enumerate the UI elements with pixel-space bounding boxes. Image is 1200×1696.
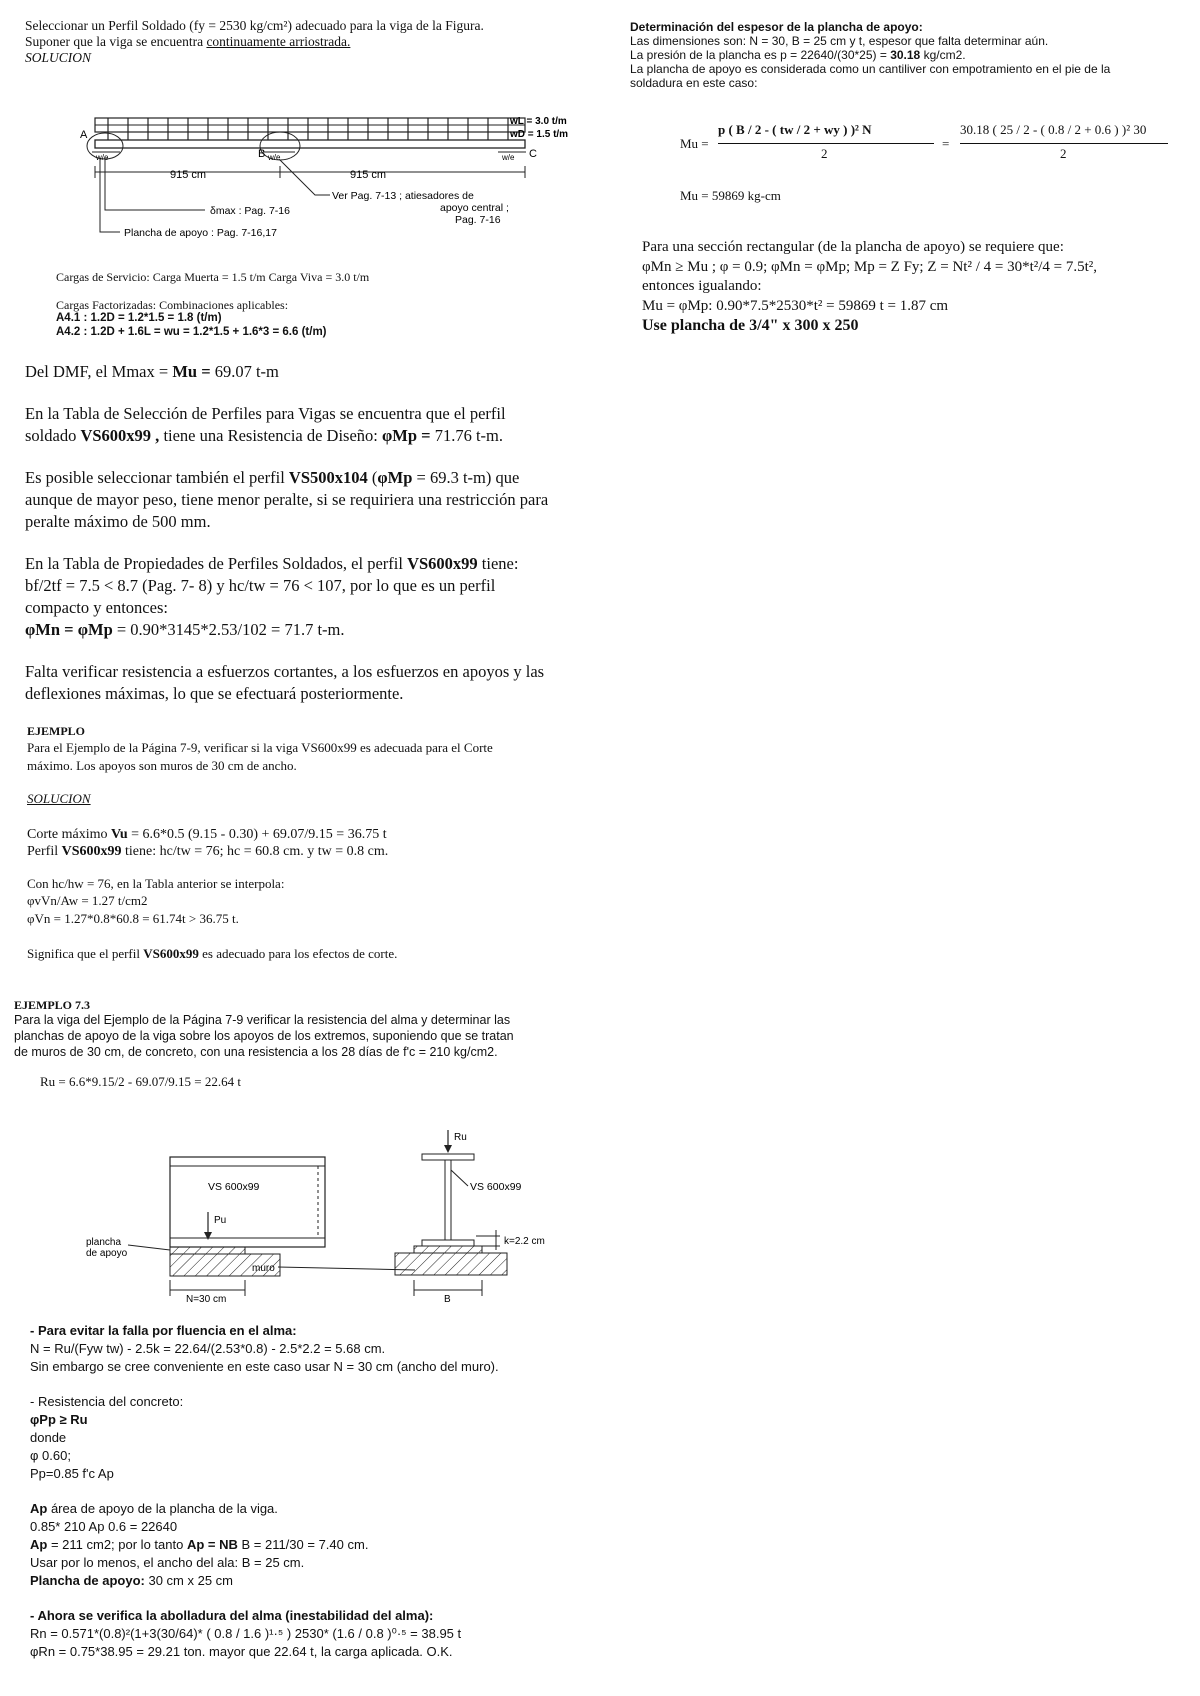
right-line2	[630, 48, 1190, 62]
support-a-apoyo: w/e	[96, 153, 109, 162]
plancha-leader	[128, 1245, 170, 1250]
fluencia-line2: Sin embargo se cree conveniente en este caso usar N = 30 cm (ancho del muro).	[30, 1358, 499, 1374]
right-line2-c: kg/cm2.	[920, 48, 966, 62]
prop-line3: compacto y entonces:	[25, 598, 168, 617]
significa-c: es adecuado para los efectos de corte.	[198, 946, 398, 961]
significa-b: VS600x99	[143, 946, 199, 961]
ejemplo-line1: Para el Ejemplo de la Página 7-9, verificar si la viga VS600x99 es adecuada para el Corte	[27, 740, 493, 755]
concreto-line2: donde	[30, 1429, 67, 1445]
right-heading: Determinación del espesor de la plancha de apoyo:	[630, 20, 923, 34]
b-dim-label: B	[444, 1294, 451, 1305]
right-line1: Las dimensiones son: N = 30, B = 25 cm y t, espesor que falta determinar aún.	[630, 34, 1049, 48]
significa-a: Significa que el perfil	[27, 946, 144, 961]
falta-line2: deflexiones máximas, lo que se efectuará posteriormente.	[25, 684, 404, 703]
loads-a41: A4.1 : 1.2D = 1.2*1.5 = 1.8 (t/m)	[56, 312, 222, 324]
right-line3: La plancha de apoyo es considerada como un cantiliver con empotramiento en el pie de la	[630, 62, 1111, 76]
prop-a3: tiene:	[477, 554, 519, 573]
rect-line4: Mu = φMp: 0.90*7.5*2530*t² = 59869 t = 1.87 cm	[642, 297, 949, 314]
right-line2-b: 30.18	[890, 48, 921, 62]
elev-plate	[170, 1247, 245, 1254]
prop-a1: En la Tabla de Propiedades de Perfiles Soldados, el perfil	[25, 554, 408, 573]
wd-label: wD = 1.5 t/m	[510, 129, 569, 140]
abolladura-line2: φRn = 0.75*38.95 = 29.21 ton. mayor que 22.64 t, la carga aplicada. O.K.	[30, 1643, 453, 1659]
sec-label-leader	[451, 1170, 468, 1186]
muro-label: muro	[252, 1263, 275, 1274]
n-dim-label: N=30 cm	[186, 1294, 227, 1305]
ejemplo73-line3: de muros de 30 cm, de concreto, con una resistencia a los 28 días de f'c = 210 kg/cm2.	[14, 1045, 498, 1059]
ejemplo73-ru: Ru = 6.6*9.15/2 - 69.07/9.15 = 22.64 t	[40, 1074, 241, 1089]
de-apoyo-label: de apoyo	[86, 1248, 128, 1259]
loads-servicio: Cargas de Servicio: Carga Muerta = 1.5 t/m Carga Viva = 3.0 t/m	[56, 270, 370, 284]
elev-pu-head	[204, 1232, 212, 1240]
ap-c: = 211 cm2; por lo tanto	[47, 1536, 187, 1552]
right-line4: soldadura en este caso:	[630, 76, 758, 90]
posible-a5: = 69.3 t-m) que	[412, 468, 520, 487]
perfil-b: VS600x99	[61, 844, 122, 859]
plancha-apoyo-value: 30 cm x 25 cm	[144, 1572, 234, 1588]
plancha-apoyo-label: Plancha de apoyo:	[30, 1572, 145, 1588]
concreto-line5	[30, 1500, 610, 1518]
ap-b: Ap	[30, 1536, 48, 1552]
ejemplo-phivn-aw: φvVn/Aw = 1.27 t/cm2	[27, 893, 148, 908]
prop-a2: VS600x99	[407, 554, 478, 573]
posible-line2: aunque de mayor peso, tiene menor peralte, si se requiriera una restricción para	[25, 490, 549, 509]
tabla-b4: φMp =	[382, 426, 435, 445]
ejemplo-phivn: φVn = 1.27*0.8*60.8 = 61.74t > 36.75 t.	[27, 910, 239, 926]
ap-desc: área de apoyo de la plancha de la viga.	[47, 1501, 278, 1517]
sec-bot-flange	[422, 1240, 474, 1246]
prop-d1: φMn = φMp	[25, 620, 113, 639]
formula-eq: =	[942, 136, 950, 151]
k-dim-label: k=2.2 cm	[504, 1236, 545, 1247]
fluencia-line1: N = Ru/(Fyw tw) - 2.5k = 22.64/(2.53*0.8) - 2.5*2.2 = 5.68 cm.	[30, 1340, 386, 1356]
note-plancha: Plancha de apoyo : Pag. 7-16,17	[124, 227, 277, 239]
sec-ru-label: Ru	[454, 1132, 467, 1143]
falta-line1: Falta verificar resistencia a esfuerzos cortantes, a los esfuerzos en apoyos y las	[25, 662, 545, 681]
rect-line3: entonces igualando:	[642, 278, 762, 294]
tabla-b1: soldado	[25, 426, 81, 445]
perfil-c: tiene: hc/tw = 76; hc = 60.8 cm. y tw = 0.8 cm.	[121, 844, 389, 859]
sec-beam-label: VS 600x99	[470, 1181, 522, 1193]
ap-d: B = 211/30 = 7.40 cm.	[237, 1536, 369, 1552]
fluencia-heading: - Para evitar la falla por fluencia en el alma:	[30, 1323, 297, 1338]
ejemplo-solucion: SOLUCION	[27, 791, 91, 806]
loads-factorizadas: Cargas Factorizadas: Combinaciones aplicables:	[56, 298, 289, 312]
posible-a2: VS500x104	[288, 468, 368, 487]
concreto-line9	[30, 1572, 610, 1590]
span1-label: 915 cm	[170, 169, 207, 181]
support-b-label: B	[258, 148, 266, 160]
wl-label: wL = 3.0 t/m	[510, 116, 567, 127]
corte-b: Vu	[111, 826, 128, 842]
ejemplo73-line1: Para la viga del Ejemplo de la Página 7-9 verificar la resistencia del alma y determinar las	[14, 1013, 511, 1027]
formula-bar2	[960, 143, 1168, 144]
ejemplo-heading: EJEMPLO	[27, 724, 86, 738]
sec-plate	[414, 1246, 482, 1253]
formula-bar1	[718, 143, 934, 144]
note-apoyo-central: apoyo central ;	[440, 202, 509, 214]
abolladura-line1: Rn = 0.571*(0.8)²(1+3(30/64)* ( 0.8 / 1.6 )¹·⁵ ) 2530* (1.6 / 0.8 )⁰·⁵ = 38.95 t	[30, 1626, 462, 1642]
right-column	[630, 20, 1190, 90]
sec-top-flange	[422, 1154, 474, 1160]
tabla-line1: En la Tabla de Selección de Perfiles para Vigas se encuentra que el perfil	[25, 404, 506, 423]
tabla-b3: tiene una Resistencia de Diseño:	[159, 426, 382, 445]
ejemplo73-line2: planchas de apoyo de la viga sobre los apoyos de los extremos, suponiendo que se tratan	[14, 1029, 514, 1043]
posible-a3: (	[367, 468, 378, 487]
support-c-apoyo: w/e	[502, 153, 515, 162]
prop-d2: = 0.90*3145*2.53/102 = 71.7 t-m.	[112, 620, 345, 639]
sec-ru-head	[444, 1145, 452, 1153]
concreto-line6: 0.85* 210 Ap 0.6 = 22640	[30, 1519, 178, 1535]
ap-nb: Ap = NB	[186, 1536, 238, 1552]
dmf-c: 69.07 t-m	[214, 362, 279, 381]
corte-a: Corte máximo	[27, 826, 111, 842]
concreto-line3: φ 0.60;	[30, 1447, 71, 1463]
posible-a1: Es posible seleccionar también el perfil	[25, 468, 289, 487]
span2-label: 915 cm	[350, 169, 387, 181]
support-a-label: A	[80, 129, 88, 141]
sec-wall	[395, 1253, 507, 1275]
posible-line3: peralte máximo de 500 mm.	[25, 512, 211, 531]
support-c-label: C	[529, 148, 537, 160]
dmf-b: Mu =	[172, 362, 215, 381]
mu-result: Mu = 59869 kg-cm	[680, 188, 781, 203]
design-checks	[30, 1322, 610, 1661]
right-line2-a: La presión de la plancha es p = 22640/(30*25) =	[630, 48, 891, 62]
concreto-line4: Pp=0.85 f'c Ap	[30, 1465, 114, 1481]
perfil-a: Perfil	[27, 844, 62, 859]
rect-line1: Para una sección rectangular (de la plancha de apoyo) se requiere que:	[642, 239, 1064, 255]
support-b-apoyo: w/e	[268, 153, 281, 162]
intro-line2-b: continuamente arriostrada.	[206, 34, 351, 49]
rect-section-block	[642, 238, 1192, 336]
loads-a42: A4.2 : 1.2D + 1.6L = wu = 1.2*1.5 + 1.6*3 = 6.6 (t/m)	[56, 325, 327, 338]
muro-leader	[278, 1267, 415, 1270]
note-atiesadores: Ver Pag. 7-13 ; atiesadores de	[332, 190, 474, 202]
concreto-line7	[30, 1536, 610, 1554]
corte-c: = 6.6*0.5 (9.15 - 0.30) + 69.07/9.15 = 36.75 t	[127, 826, 387, 842]
dmf-a: Del DMF, el Mmax =	[25, 362, 173, 381]
concreto-line8: Usar por lo menos, el ancho del ala: B = 25 cm.	[30, 1554, 305, 1570]
note-deflexion: δmax : Pag. 7-16	[210, 205, 290, 217]
formula-num1: p ( B / 2 - ( tw / 2 + wy ) )² N	[718, 122, 872, 137]
elev-beam-label: VS 600x99	[208, 1181, 260, 1193]
tabla-b2: VS600x99 ,	[80, 426, 160, 445]
formula-den1: 2	[821, 146, 828, 161]
plate-diagram	[0, 0, 600, 1310]
intro-line1: Seleccionar un Perfil Soldado (fy = 2530 kg/cm²) adecuado para la viga de la Figura.	[25, 18, 484, 33]
prop-line2: bf/2tf = 7.5 < 8.7 (Pag. 7- 8) y hc/tw = 76 < 107, por lo que es un perfil	[25, 576, 496, 595]
mu-formula	[680, 122, 1180, 170]
formula-den2: 2	[1060, 146, 1067, 161]
tabla-b5: 71.76 t-m.	[434, 426, 503, 445]
concreto-line1: φPp ≥ Ru	[30, 1412, 88, 1428]
posible-a4: φMp	[377, 468, 413, 487]
intro-line2-a: Suponer que la viga se encuentra	[25, 34, 207, 49]
concreto-heading: - Resistencia del concreto:	[30, 1394, 184, 1410]
formula-lhs: Mu =	[680, 136, 709, 151]
abolladura-heading: - Ahora se verifica la abolladura del alma (inestabilidad del alma):	[30, 1608, 434, 1624]
ejemplo73-heading: EJEMPLO 7.3	[14, 998, 91, 1012]
use-plate: Use plancha de 3/4" x 300 x 250	[642, 317, 859, 334]
elev-beam	[170, 1157, 325, 1247]
ejemplo-hc: Con hc/hw = 76, en la Tabla anterior se interpola:	[27, 875, 285, 891]
note-pag-716: Pag. 7-16	[455, 214, 501, 226]
elev-pu-label: Pu	[214, 1215, 227, 1226]
ap-label: Ap	[30, 1501, 48, 1517]
formula-num2: 30.18 ( 25 / 2 - ( 0.8 / 2 + 0.6 ) )² 30	[960, 122, 1147, 137]
sec-web	[445, 1160, 451, 1240]
intro-solucion: SOLUCION	[25, 50, 92, 65]
plancha-label: plancha	[86, 1237, 122, 1248]
ejemplo-line2: máximo. Los apoyos son muros de 30 cm de ancho.	[27, 757, 297, 773]
rect-line2: φMn ≥ Mu ; φ = 0.9; φMn = φMp; Mp = Z Fy; Z = Nt² / 4 = 30*t²/4 = 7.5t²,	[642, 258, 1098, 275]
